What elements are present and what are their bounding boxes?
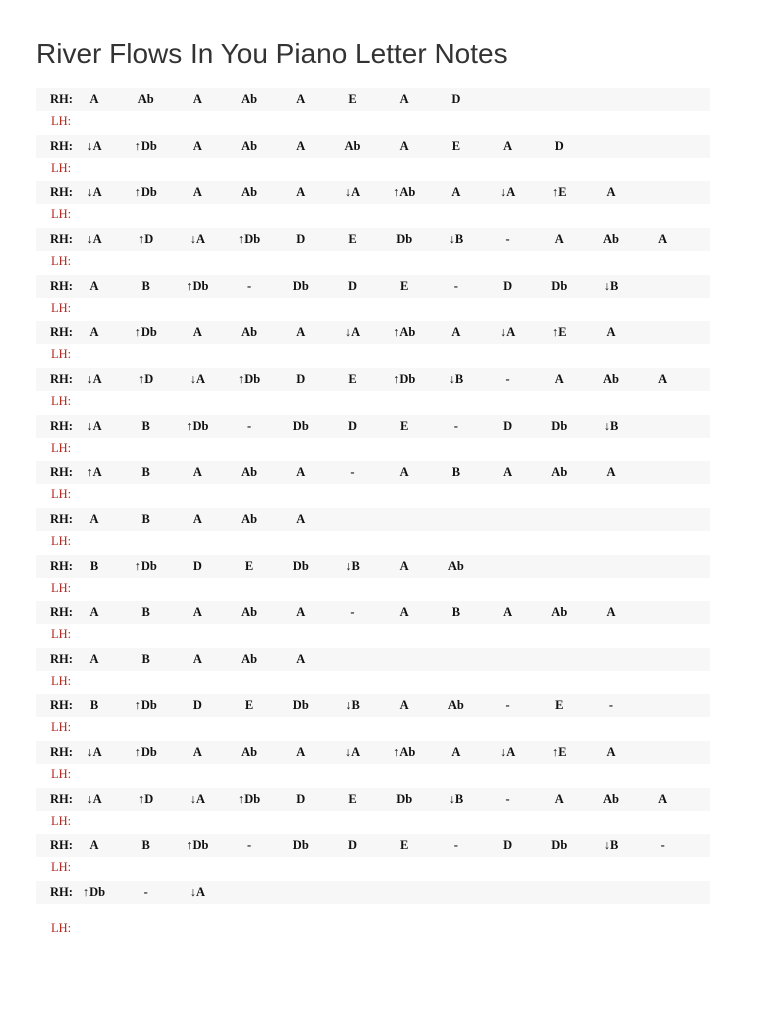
rh-note: A	[192, 185, 202, 200]
rh-note: A	[658, 791, 668, 806]
rh-label: RH:	[50, 278, 73, 293]
rh-note: ↓B	[345, 698, 360, 713]
rh-note: ↑Db	[186, 278, 209, 293]
rh-note: -	[247, 838, 252, 853]
lh-label: LH:	[51, 487, 72, 502]
rh-note: ↑Db	[134, 698, 157, 713]
rh-note: ↑Db	[237, 791, 261, 806]
rh-label: RH:	[50, 92, 73, 106]
rh-note: A	[296, 92, 306, 106]
rh-note: ↓B	[603, 838, 619, 853]
rh-label: RH:	[50, 838, 73, 853]
rh-note: ↑Db	[393, 371, 416, 386]
lh-label: LH:	[51, 921, 72, 935]
lh-label: LH:	[51, 813, 72, 828]
rh-note: D	[554, 138, 564, 153]
rh-note: A	[192, 92, 202, 106]
rh-note: ↑E	[552, 325, 567, 340]
rh-note: ↓B	[345, 558, 360, 573]
rh-note: D	[192, 558, 202, 573]
rh-note: D	[347, 418, 358, 433]
rh-note: ↑Db	[134, 745, 157, 760]
rh-row	[36, 741, 710, 764]
rh-note: Db	[551, 838, 568, 853]
rh-note: E	[400, 278, 409, 293]
rh-note: A	[89, 278, 99, 293]
rh-row	[36, 275, 710, 298]
rh-note: ↑D	[138, 791, 154, 806]
lh-label: LH:	[51, 627, 72, 642]
rh-note: D	[347, 838, 358, 853]
rh-note: D	[347, 278, 358, 293]
rh-note: A	[89, 511, 99, 526]
rh-note: A	[192, 651, 202, 666]
rh-note: Ab	[241, 465, 258, 480]
rh-note: ↑Db	[134, 325, 157, 340]
rh-note: A	[554, 791, 564, 806]
rh-note: E	[348, 371, 357, 386]
rh-note: B	[141, 465, 150, 480]
rh-note: Ab	[241, 745, 258, 760]
rh-note: ↑Db	[134, 138, 157, 153]
rh-note: ↑Db	[186, 418, 209, 433]
rh-row	[36, 508, 710, 531]
rh-note: ↓A	[344, 325, 361, 340]
rh-label: RH:	[50, 185, 73, 200]
rh-note: ↓A	[499, 185, 516, 200]
rh-note: D	[503, 278, 513, 293]
rh-note: ↓B	[448, 231, 464, 246]
rh-note: ↓A	[344, 185, 361, 200]
rh-note: A	[89, 651, 99, 666]
rh-note: Db	[551, 418, 568, 433]
rh-row	[36, 368, 710, 391]
rh-note: -	[505, 231, 510, 246]
rh-note: E	[555, 698, 564, 713]
rh-note: ↓A	[499, 325, 516, 340]
rh-row	[36, 648, 710, 671]
rh-note: A	[296, 511, 306, 526]
rh-note: -	[453, 278, 458, 293]
rh-note: ↑Db	[134, 558, 157, 573]
rh-note: A	[451, 185, 461, 200]
rh-note: ↓A	[189, 791, 206, 806]
rh-row	[36, 788, 710, 811]
rh-note: A	[296, 605, 306, 620]
rh-label: RH:	[50, 885, 73, 899]
rh-note: A	[606, 325, 616, 340]
rh-note: B	[451, 465, 461, 480]
rh-note: B	[451, 605, 461, 620]
rh-note: ↑Db	[134, 185, 157, 200]
rh-note: A	[89, 605, 99, 620]
rh-note: -	[143, 885, 148, 899]
rh-note: E	[400, 838, 409, 853]
rh-note: Ab	[603, 791, 619, 806]
rh-note: ↑D	[138, 371, 154, 386]
rh-note: ↓A	[86, 185, 102, 200]
rh-note: ↓A	[344, 745, 361, 760]
rh-note: A	[399, 558, 409, 573]
rh-note: B	[141, 511, 150, 526]
rh-note: A	[296, 651, 306, 666]
lh-label: LH:	[51, 860, 72, 875]
rh-row	[36, 461, 710, 484]
rh-note: ↓A	[86, 745, 102, 760]
rh-label: RH:	[50, 371, 73, 386]
lh-label: LH:	[51, 720, 72, 735]
rh-note: Ab	[603, 231, 619, 246]
rh-label: RH:	[50, 465, 73, 480]
rh-note: A	[89, 838, 99, 853]
rh-note: B	[89, 558, 99, 573]
rh-note: B	[141, 651, 150, 666]
rh-row	[36, 601, 710, 624]
rh-note: E	[400, 418, 409, 433]
rh-note: A	[606, 745, 616, 760]
rh-note: E	[348, 92, 357, 106]
rh-note: Ab	[241, 511, 258, 526]
rh-note: ↑E	[552, 745, 567, 760]
rh-note: ↓A	[86, 138, 102, 153]
rh-note: -	[505, 791, 510, 806]
rh-row	[36, 555, 710, 578]
rh-note: E	[348, 231, 357, 246]
rh-note: Ab	[241, 325, 258, 340]
rh-label: RH:	[50, 745, 73, 760]
rh-label: RH:	[50, 511, 73, 526]
rh-note: A	[296, 325, 306, 340]
rh-note: ↓B	[603, 278, 619, 293]
rh-row	[36, 881, 710, 904]
rh-note: ↓A	[86, 231, 102, 246]
rh-note: E	[244, 698, 254, 713]
rh-note: A	[192, 138, 202, 153]
rh-note: E	[451, 138, 461, 153]
rh-note: Db	[551, 278, 568, 293]
rh-note: Db	[396, 791, 413, 806]
rh-note: -	[350, 605, 355, 620]
rh-note: A	[554, 231, 564, 246]
rh-note: -	[453, 418, 458, 433]
rh-note: ↑D	[138, 231, 154, 246]
rh-note: ↓A	[189, 885, 206, 899]
rh-note: D	[296, 231, 306, 246]
rh-note: Ab	[241, 185, 258, 200]
rh-note: -	[505, 698, 510, 713]
rh-note: D	[192, 698, 202, 713]
rh-note: B	[89, 698, 99, 713]
rh-note: A	[399, 92, 409, 106]
rh-note: -	[247, 418, 252, 433]
rh-note: A	[658, 231, 668, 246]
page-title: River Flows In You Piano Letter Notes	[36, 38, 508, 69]
lh-label: LH:	[51, 300, 72, 315]
rh-row	[36, 694, 710, 717]
rh-note: ↑Ab	[393, 325, 416, 340]
rh-note: ↑Db	[237, 231, 261, 246]
rh-note: D	[296, 791, 306, 806]
lh-label: LH:	[51, 160, 72, 175]
rh-note: ↓B	[603, 418, 619, 433]
rh-note: ↓A	[86, 371, 102, 386]
rh-note: A	[192, 511, 202, 526]
rh-note: ↓B	[448, 371, 464, 386]
rh-note: D	[503, 418, 513, 433]
rh-note: A	[296, 138, 306, 153]
rh-note: -	[350, 465, 355, 480]
rh-note: B	[141, 838, 150, 853]
rh-note: A	[399, 465, 409, 480]
rh-note: B	[141, 605, 150, 620]
rh-note: ↓A	[189, 371, 206, 386]
rh-note: A	[503, 465, 513, 480]
lh-label: LH:	[51, 533, 72, 548]
rh-note: A	[451, 325, 461, 340]
rh-note: E	[244, 558, 254, 573]
rh-note: ↑Ab	[393, 185, 416, 200]
rh-note: Db	[292, 278, 309, 293]
rh-note: ↑Db	[237, 371, 261, 386]
rh-note: ↑E	[552, 185, 567, 200]
rh-note: Ab	[551, 605, 568, 620]
rh-note: A	[89, 325, 99, 340]
rh-note: Ab	[603, 371, 619, 386]
rh-note: Ab	[447, 698, 464, 713]
lh-label: LH:	[51, 393, 72, 408]
rh-note: A	[503, 605, 513, 620]
rh-note: A	[606, 465, 616, 480]
rh-label: RH:	[50, 651, 73, 666]
rh-note: ↓B	[448, 791, 464, 806]
rh-row	[36, 834, 710, 857]
rh-note: Db	[292, 558, 309, 573]
lh-label: LH:	[51, 253, 72, 268]
rh-note: A	[606, 605, 616, 620]
lh-label: LH:	[51, 580, 72, 595]
rh-note: A	[503, 138, 513, 153]
rh-row	[36, 88, 710, 111]
lh-label: LH:	[51, 767, 72, 782]
rh-note: Db	[292, 418, 309, 433]
rh-label: RH:	[50, 558, 73, 573]
rh-note: A	[296, 185, 306, 200]
rh-note: -	[247, 278, 252, 293]
rh-note: Ab	[447, 558, 464, 573]
rh-note: D	[296, 371, 306, 386]
rh-note: ↑Db	[82, 885, 106, 899]
rh-note: D	[503, 838, 513, 853]
rh-note: ↑Ab	[393, 745, 416, 760]
rh-note: -	[505, 371, 510, 386]
lh-label: LH:	[51, 347, 72, 362]
rh-note: Ab	[344, 138, 361, 153]
rh-note: Ab	[137, 92, 154, 106]
rh-label: RH:	[50, 325, 73, 340]
lh-label: LH:	[51, 673, 72, 688]
rh-note: Ab	[241, 92, 258, 106]
rh-row	[36, 181, 710, 204]
rh-note: -	[660, 838, 665, 853]
rh-row	[36, 228, 710, 251]
rh-note: Db	[396, 231, 413, 246]
rh-note: ↓A	[499, 745, 516, 760]
rh-note: A	[399, 605, 409, 620]
rh-note: -	[453, 838, 458, 853]
rh-note: ↓A	[189, 231, 206, 246]
rh-label: RH:	[50, 138, 73, 153]
rh-note: E	[348, 791, 357, 806]
rh-note: A	[192, 605, 202, 620]
rh-note: A	[296, 745, 306, 760]
rh-note: A	[399, 138, 409, 153]
rh-note: A	[451, 745, 461, 760]
rh-label: RH:	[50, 231, 73, 246]
lh-label: LH:	[51, 207, 72, 222]
rh-note: Db	[292, 698, 309, 713]
rh-label: RH:	[50, 605, 73, 620]
rh-note: B	[141, 418, 150, 433]
rh-note: B	[141, 278, 150, 293]
rh-note: A	[554, 371, 564, 386]
rh-note: A	[606, 185, 616, 200]
rh-label: RH:	[50, 418, 73, 433]
rh-note: Ab	[241, 605, 258, 620]
rh-note: Db	[292, 838, 309, 853]
rh-note: A	[399, 698, 409, 713]
rh-note: Ab	[241, 651, 258, 666]
rh-label: RH:	[50, 791, 73, 806]
rh-note: Ab	[551, 465, 568, 480]
rh-note: A	[192, 745, 202, 760]
rh-note: A	[192, 465, 202, 480]
rh-note: A	[658, 371, 668, 386]
lh-label: LH:	[51, 114, 72, 128]
lh-label: LH:	[51, 440, 72, 455]
rh-note: A	[192, 325, 202, 340]
rh-note: ↑A	[86, 465, 102, 480]
rh-note: A	[296, 465, 306, 480]
rh-note: ↑Db	[186, 838, 209, 853]
rh-row	[36, 321, 710, 344]
rh-row	[36, 415, 710, 438]
rh-note: A	[89, 92, 99, 106]
rh-note: ↓A	[86, 791, 102, 806]
rh-note: Ab	[241, 138, 258, 153]
rh-note: ↓A	[86, 418, 102, 433]
rh-row	[36, 135, 710, 158]
rh-label: RH:	[50, 698, 73, 713]
rh-note: -	[608, 698, 614, 713]
rh-note: D	[451, 92, 461, 106]
